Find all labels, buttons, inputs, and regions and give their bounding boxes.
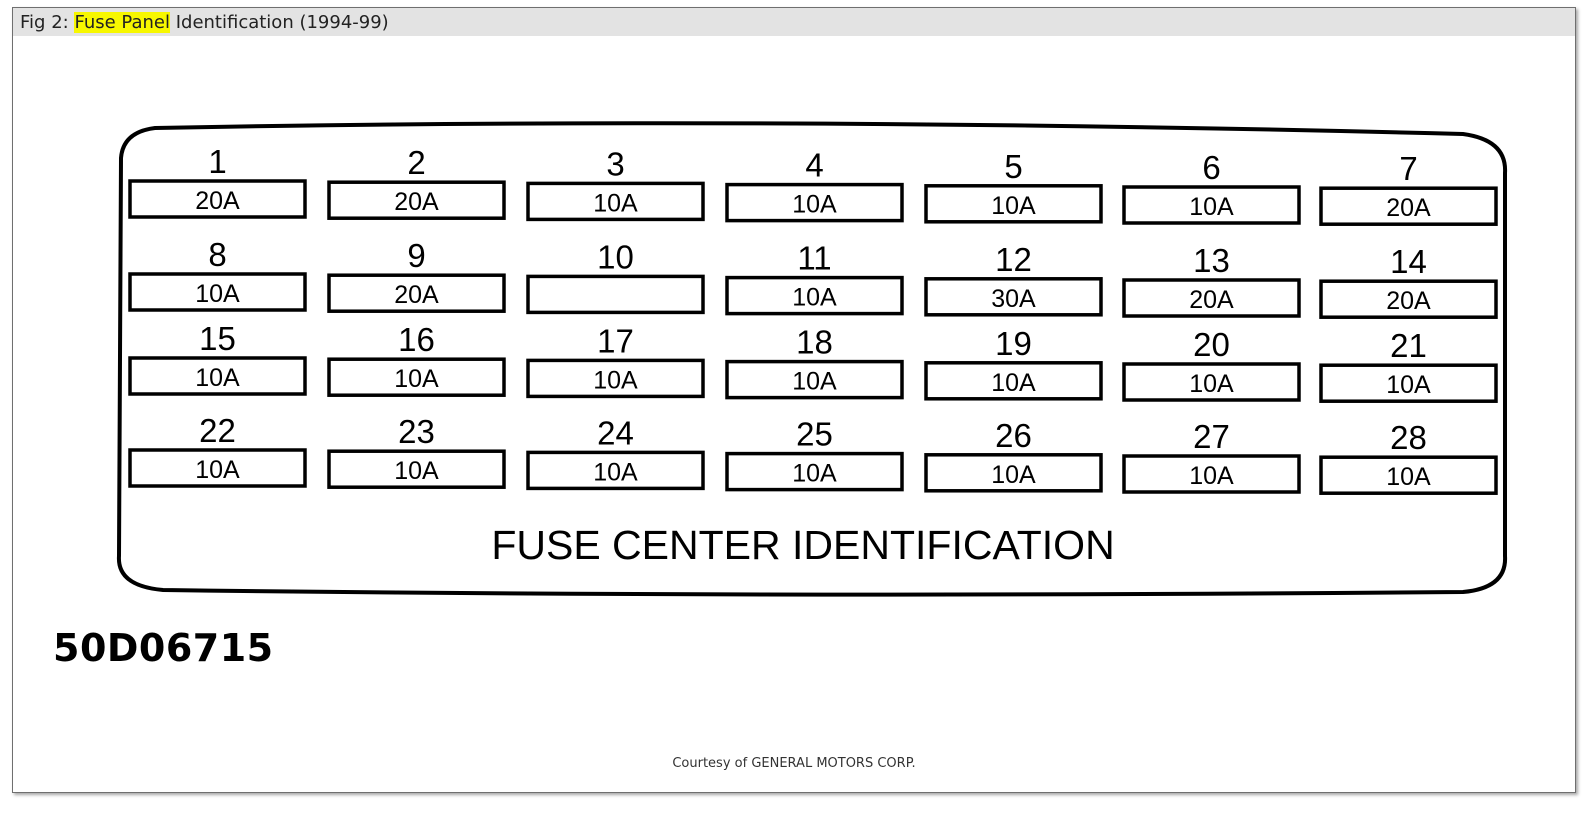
fuse-slot bbox=[1124, 149, 1299, 223]
fuse-rating: 20A bbox=[1189, 286, 1234, 314]
fuse-rating: 20A bbox=[394, 281, 439, 310]
fuse-rating: 10A bbox=[593, 189, 638, 218]
fuse-slot bbox=[727, 324, 902, 398]
fuse-rating: 10A bbox=[1386, 463, 1431, 492]
fuse-slot bbox=[1124, 242, 1299, 316]
fuse-slot bbox=[727, 240, 902, 314]
fuse-slot bbox=[329, 413, 504, 487]
panel-title: FUSE CENTER IDENTIFICATION bbox=[491, 522, 1115, 568]
fuse-slot bbox=[1321, 243, 1496, 317]
fuse-rating: 10A bbox=[1189, 193, 1234, 221]
fuse-slot bbox=[926, 325, 1101, 399]
fuse-slot bbox=[1124, 418, 1299, 492]
fuse-slot bbox=[926, 417, 1101, 491]
fuse-number: 9 bbox=[407, 237, 426, 275]
fuse-number: 27 bbox=[1193, 418, 1230, 455]
reference-code: 50D06715 bbox=[53, 626, 274, 670]
courtesy-credit: Courtesy of GENERAL MOTORS CORP. bbox=[672, 756, 916, 771]
fuse-rating: 10A bbox=[195, 280, 240, 308]
caption-suffix: Identification (1994-99) bbox=[175, 12, 389, 33]
fuse-number: 14 bbox=[1390, 243, 1427, 281]
fuse-number: 24 bbox=[597, 414, 634, 452]
fuse-number: 28 bbox=[1390, 419, 1427, 457]
fuse-number: 5 bbox=[1004, 147, 1023, 185]
fuse-number: 2 bbox=[407, 144, 426, 182]
fuse-rating: 10A bbox=[394, 457, 439, 486]
figure-frame bbox=[12, 7, 1576, 793]
caption-prefix: Fig 2: bbox=[20, 12, 69, 33]
fuse-slot bbox=[727, 147, 902, 221]
fuse-number: 17 bbox=[597, 322, 634, 360]
fuse-number: 3 bbox=[606, 145, 625, 183]
fuse-rating: 10A bbox=[991, 368, 1036, 397]
fuse-number: 16 bbox=[398, 321, 435, 359]
fuse-rating: 10A bbox=[1386, 371, 1431, 400]
fuse-rating: 20A bbox=[1386, 194, 1431, 223]
fuse-slot bbox=[1321, 327, 1496, 401]
fuse-rating: 20A bbox=[195, 187, 240, 215]
fuse-slot bbox=[926, 241, 1101, 315]
fuse-number: 15 bbox=[199, 320, 236, 357]
fuse-rating: 10A bbox=[593, 458, 638, 487]
fuse-rating: 10A bbox=[792, 190, 837, 219]
fuse-number: 12 bbox=[995, 240, 1032, 278]
fuse-slot bbox=[1321, 419, 1496, 493]
fuse-rating: 20A bbox=[394, 188, 439, 217]
fuse-number: 20 bbox=[1193, 326, 1230, 363]
fuse-number: 21 bbox=[1390, 327, 1427, 365]
fuse-number: 18 bbox=[796, 323, 833, 361]
fuse-rating: 10A bbox=[195, 456, 240, 484]
fuse-slot bbox=[130, 236, 305, 310]
fuse-rating: 10A bbox=[1189, 462, 1234, 490]
fuse-slot bbox=[329, 144, 504, 218]
fuse-number: 4 bbox=[805, 146, 824, 184]
fuse-rating: 10A bbox=[792, 459, 837, 488]
fuse-slot bbox=[329, 321, 504, 395]
fuse-number: 7 bbox=[1399, 150, 1418, 188]
fuse-number: 25 bbox=[796, 415, 833, 453]
fuse-rating: 10A bbox=[1189, 370, 1234, 398]
fuse-rating: 10A bbox=[792, 283, 837, 312]
fuse-rating: 30A bbox=[991, 284, 1036, 313]
fuse-number: 1 bbox=[208, 143, 227, 180]
fuse-slot bbox=[528, 414, 703, 488]
fuse-slot bbox=[130, 320, 305, 394]
fuse-slot bbox=[130, 412, 305, 486]
fuse-number: 23 bbox=[398, 413, 435, 451]
fuse-slot bbox=[528, 322, 703, 396]
fuse-slot bbox=[329, 237, 504, 311]
fuse-slot bbox=[926, 148, 1101, 222]
fuse-number: 19 bbox=[995, 324, 1032, 362]
fuse-rating: 10A bbox=[792, 367, 837, 396]
fuse-slot bbox=[528, 145, 703, 219]
fuse-grid bbox=[130, 143, 1496, 493]
fuse-rating: 10A bbox=[195, 364, 240, 392]
fuse-number: 26 bbox=[995, 416, 1032, 454]
fuse-slot bbox=[130, 143, 305, 217]
caption-highlight: Fuse Panel bbox=[74, 12, 170, 33]
fuse-slot bbox=[1321, 150, 1496, 224]
fuse-number: 6 bbox=[1202, 149, 1221, 186]
fuse-number: 8 bbox=[208, 236, 227, 273]
fuse-rating: 10A bbox=[593, 366, 638, 395]
fuse-rating: 10A bbox=[991, 460, 1036, 489]
fuse-number: 13 bbox=[1193, 242, 1230, 279]
fuse-slot bbox=[1124, 326, 1299, 400]
fuse-slot bbox=[727, 416, 902, 490]
fuse-slot bbox=[528, 238, 703, 312]
fuse-number: 22 bbox=[199, 412, 236, 449]
fuse-number: 10 bbox=[597, 238, 634, 276]
fuse-rating: 20A bbox=[1386, 287, 1431, 316]
fuse-number: 11 bbox=[797, 239, 832, 277]
fuse-box bbox=[528, 276, 703, 312]
fuse-rating: 10A bbox=[991, 191, 1036, 220]
fuse-rating: 10A bbox=[394, 365, 439, 394]
